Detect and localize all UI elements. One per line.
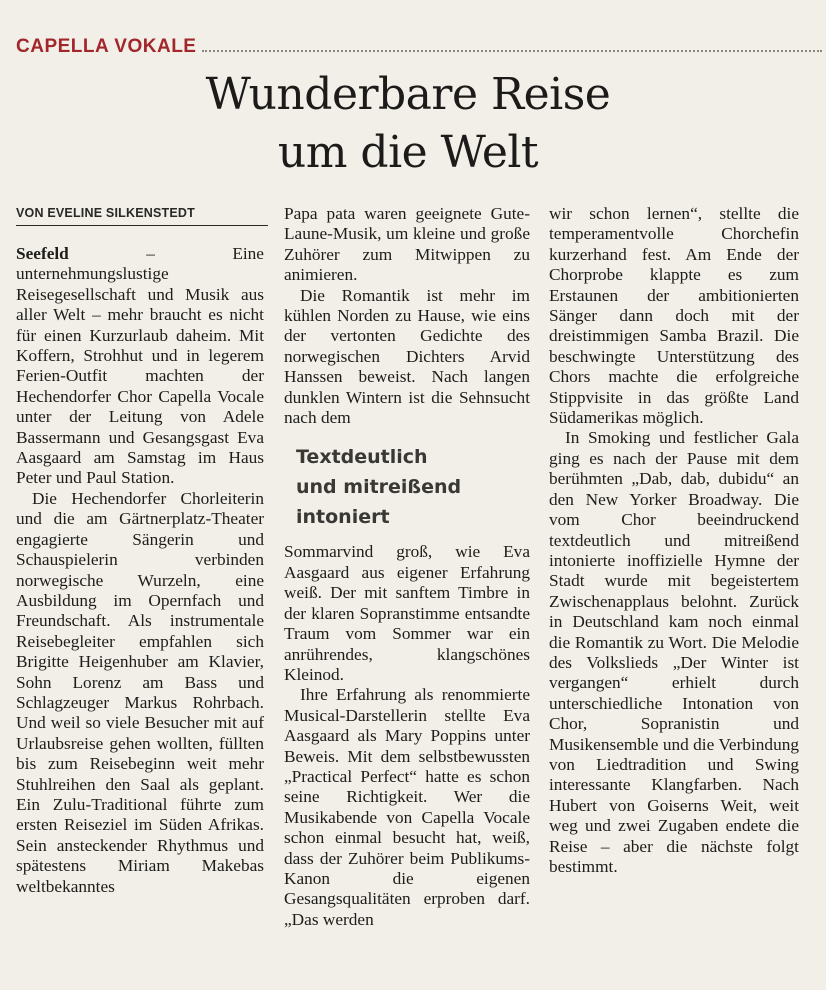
paragraph: Sommarvind groß, wie Eva Aasgaard aus eigener Erfahrung weiß. Der mit sanftem Timbre in der klaren Sopranstimme entsandte Traum vom Sommer war ein anrührendes, klangschönes Kleinod.: [284, 542, 530, 684]
kicker-dotted-rule: [202, 50, 822, 52]
paragraph: In Smoking und festlicher Gala ging es nach der Pause mit dem berühmten „Dab, dab, dubidu“ an den New Yorker Broadway. Die vom Chor beeindruckend textdeutlich und mitreißend intonierte inoffizielle Hymne der Stadt wurde mit begeistertem Zwischenapplaus belohnt. Zurück in Deutschland kam noch einmal die Romantik zu Wort. Die Melodie des Volkslieds „Der Winter ist vergangen“ erhielt durch unterschiedliche Intonation von Chor, Sopranistin und Musikensemble und die Verbindung von Liedtradition und Swing interessante Klangfarben. Nach Hubert von Goiserns Weit, weit weg und zwei Zugaben endete die Reise – aber die nächste folgt bestimmt.: [549, 428, 799, 876]
paragraph-text: – Eine unternehmungslustige Reisegesellschaft und Musik aus aller Welt – mehr braucht es nicht für einen Kurzurlaub daheim. Mit Koffern, Strohhut und in legerem Ferien-Outfit machten der Hechendorfer Chor Capella Vocale unter der Leitung von Adele Bassermann und Gesangsgast Eva Aasgaard am Samstag im Haus Peter und Paul Station.: [16, 244, 264, 488]
headline: [100, 66, 716, 182]
article-column-1: [16, 244, 264, 897]
headline-line-1: Wunderbare Reise: [205, 69, 611, 120]
paragraph: [16, 244, 264, 489]
dateline: Seefeld: [16, 244, 69, 263]
byline: VON EVELINE SILKENSTEDT: [16, 206, 268, 226]
paragraph: Die Hechendorfer Chorleiterin und die am Gärtnerplatz-Theater engagierte Sängerin und Schauspielerin verbinden norwegische Wurzeln, eine Ausbildung im Opernfach und Freundschaft. Als instrumentale Reisebegleiter empfahlen sich Brigitte Heigenhuber am Klavier, Sohn Lorenz am Bass und Schlagzeuger Markus Rohrbach. Und weil so viele Besucher mit auf Urlaubsreise gehen wollten, füllten bis zum Reisebeginn weit mehr Stuhlreihen den Saal als geplant. Ein Zulu-Traditional führte zum ersten Reiseziel im Süden Afrikas. Sein ansteckender Rhythmus und spätestens Miriam Makebas weltbekanntes: [16, 488, 264, 896]
headline-line-2: um die Welt: [277, 127, 539, 178]
paragraph: Die Romantik ist mehr im kühlen Norden zu Hause, wie eins der vertonten Gedichte des norwegischen Dichters Arvid Hanssen beweist. Nach langen dunklen Wintern ist die Sehnsucht nach dem: [284, 285, 530, 428]
subheading: [296, 442, 530, 532]
paragraph: wir schon lernen“, stellte die temperamentvolle Chorchefin kurzerhand fest. Am Ende der Chorprobe klappte es zum Erstaunen der ambitionierten Sänger dann doch mit der dreistimmigen Samba Brazil. Die beschwingte Unterstützung des Chors machte die erfolgreiche Stippvisite in das größte Land Südamerikas möglich.: [549, 204, 799, 428]
subheading-line-2: und mitreißend: [296, 476, 462, 499]
kicker-label: CAPELLA VOKALE: [16, 36, 197, 57]
article-column-2: [284, 204, 530, 930]
subheading-line-3: intoniert: [296, 506, 390, 529]
section-kicker: [16, 36, 822, 58]
subheading-line-1: Textdeutlich: [296, 446, 428, 469]
article-column-3: [549, 204, 799, 877]
paragraph: Ihre Erfahrung als renommierte Musical-Darstellerin stellte Eva Aasgaard als Mary Poppins unter Beweis. Mit dem selbstbewussten „Practical Perfect“ hatte es schon seine Richtigkeit. Wer die Musikabende von Capella Vocale schon einmal besucht hat, weiß, dass der Zuhörer beim Publikums-Kanon die eigenen Gesangsqualitäten erproben darf. „Das werden: [284, 685, 530, 929]
paragraph: Papa pata waren geeignete Gute-Laune-Musik, um kleine und große Zuhörer zum Mitwippen zu animieren.: [284, 204, 530, 285]
